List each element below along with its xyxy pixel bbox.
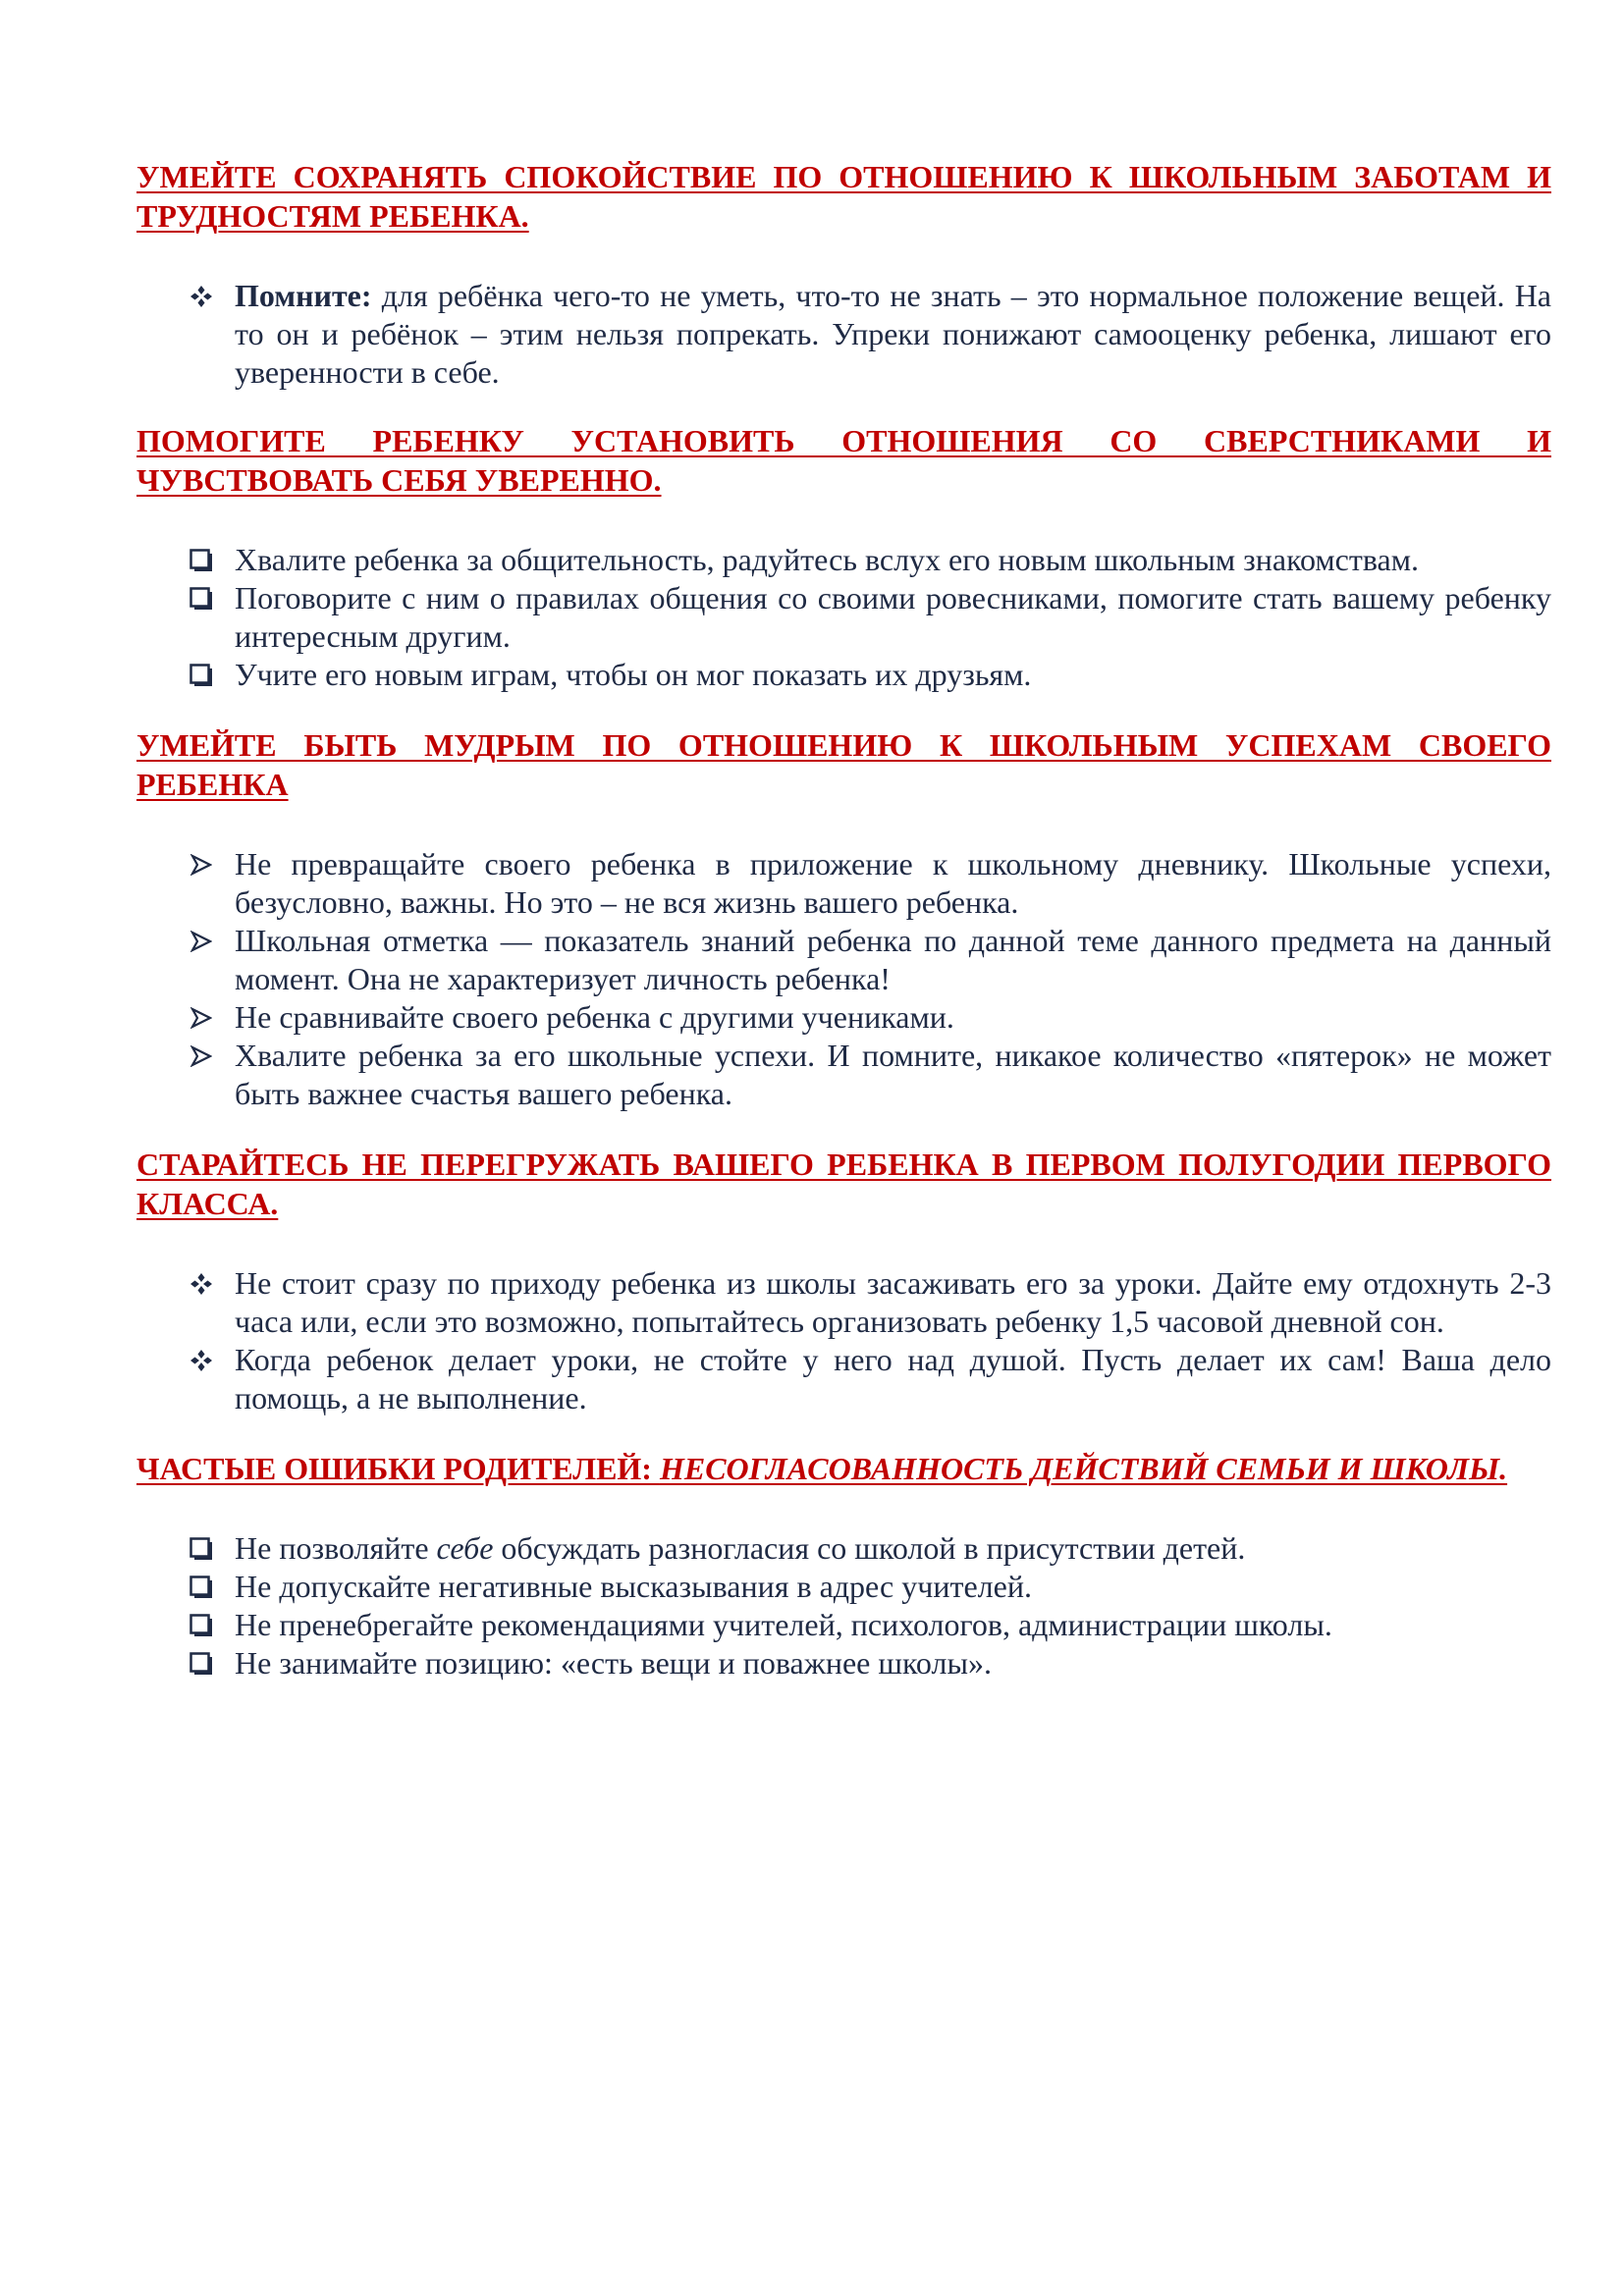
list-item	[136, 1264, 1551, 1341]
diamond-cluster-icon	[186, 1341, 217, 1379]
shadow-checkbox-icon	[186, 1606, 217, 1644]
section-heading-peers: ПОМОГИТЕ РЕБЕНКУ УСТАНОВИТЬ ОТНОШЕНИЯ СО СВЕРСТНИКАМИ И ЧУВСТВОВАТЬ СЕБЯ УВЕРЕННО.	[136, 423, 1551, 498]
list-item-text-before: Не позволяйте	[235, 1530, 437, 1566]
list-item-text-after: обсуждать разногласия со школой в присутствии детей.	[493, 1530, 1246, 1566]
list-item	[136, 1606, 1551, 1644]
document-content	[136, 147, 1551, 1682]
list-item-text: Не допускайте негативные высказывания в адрес учителей.	[235, 1569, 1032, 1604]
list-item-text: Когда ребенок делает уроки, не стойте у него над душой. Пусть делает их сам! Ваша дело помощь, а не выполнение.	[235, 1342, 1551, 1415]
heading-italic: НЕСОГЛАСОВАННОСТЬ ДЕЙСТВИЙ СЕМЬИ И ШКОЛЫ.	[659, 1451, 1508, 1486]
list-item	[136, 579, 1551, 656]
section-list-mistakes	[136, 1529, 1551, 1682]
section-heading-mistakes	[136, 1449, 1551, 1488]
remember-lead: Помните:	[235, 278, 372, 313]
list-item	[136, 1037, 1551, 1113]
arrowhead-icon	[186, 922, 217, 960]
list-item	[136, 998, 1551, 1037]
list-item-text: Школьная отметка — показатель знаний ребенка по данной теме данного предмета на данный момент. Она не характеризует личность ребенка!	[235, 923, 1551, 996]
heading-lead: ЧАСТЫЕ ОШИБКИ РОДИТЕЛЕЙ:	[136, 1451, 660, 1486]
list-item	[136, 656, 1551, 694]
list-item	[136, 277, 1551, 392]
list-item	[136, 1644, 1551, 1682]
list-item	[136, 922, 1551, 998]
shadow-checkbox-icon	[186, 656, 217, 694]
list-item-text: Не стоит сразу по приходу ребенка из школы засаживать его за уроки. Дайте ему отдохнуть 2-3 часа или, если это возможно, попытайтесь организовать ребенку 1,5 часовой дневной сон.	[235, 1265, 1551, 1339]
list-item-text: Не занимайте позицию: «есть вещи и поважнее школы».	[235, 1645, 992, 1681]
shadow-checkbox-icon	[186, 1568, 217, 1606]
arrowhead-icon	[186, 1037, 217, 1075]
list-item-text: Не пренебрегайте рекомендациями учителей, психологов, администрации школы.	[235, 1607, 1332, 1642]
section-heading-calm: УМЕЙТЕ СОХРАНЯТЬ СПОКОЙСТВИЕ ПО ОТНОШЕНИЮ К ШКОЛЬНЫМ ЗАБОТАМ И ТРУДНОСТЯМ РЕБЕНКА.	[136, 159, 1551, 234]
list-item	[136, 845, 1551, 922]
section-heading-success: УМЕЙТЕ БЫТЬ МУДРЫМ ПО ОТНОШЕНИЮ К ШКОЛЬНЫМ УСПЕХАМ СВОЕГО РЕБЕНКА	[136, 727, 1551, 802]
list-item	[136, 1568, 1551, 1606]
list-item	[136, 1341, 1551, 1417]
shadow-checkbox-icon	[186, 1529, 217, 1568]
list-item-text: Не превращайте своего ребенка в приложение к школьному дневнику. Школьные успехи, безусловно, важны. Но это – не вся жизнь вашего ребенка.	[235, 846, 1551, 920]
arrowhead-icon	[186, 845, 217, 883]
list-item-text: Поговорите с ним о правилах общения со своими ровесниками, помогите стать вашему ребенку интересным другим.	[235, 580, 1551, 654]
section-list-overload	[136, 1264, 1551, 1417]
diamond-cluster-icon	[186, 1264, 217, 1303]
section-list-success	[136, 845, 1551, 1113]
arrowhead-icon	[186, 998, 217, 1037]
shadow-checkbox-icon	[186, 579, 217, 617]
list-item	[136, 541, 1551, 579]
list-item-text: Хвалите ребенка за общительность, радуйтесь вслух его новым школьным знакомствам.	[235, 542, 1419, 577]
list-item-text: Хвалите ребенка за его школьные успехи. И помните, никакое количество «пятерок» не может быть важнее счастья вашего ребенка.	[235, 1038, 1551, 1111]
section-heading-overload: СТАРАЙТЕСЬ НЕ ПЕРЕГРУЖАТЬ ВАШЕГО РЕБЕНКА В ПЕРВОМ ПОЛУГОДИИ ПЕРВОГО КЛАССА.	[136, 1147, 1551, 1221]
list-item-text: Не сравнивайте своего ребенка с другими учениками.	[235, 999, 954, 1035]
list-item-text: для ребёнка чего-то не уметь, что-то не знать – это нормальное положение вещей. На то он и ребёнок – этим нельзя попрекать. Упреки понижают самооценку ребенка, лишают его уверенности в себе.	[235, 278, 1551, 390]
section-list-peers	[136, 541, 1551, 694]
section-list-calm	[136, 277, 1551, 392]
diamond-cluster-icon	[186, 277, 217, 315]
list-item	[136, 1529, 1551, 1568]
list-item-text: Учите его новым играм, чтобы он мог показать их друзьям.	[235, 657, 1032, 692]
shadow-checkbox-icon	[186, 541, 217, 579]
shadow-checkbox-icon	[186, 1644, 217, 1682]
list-item-text-italic: себе	[436, 1530, 494, 1566]
